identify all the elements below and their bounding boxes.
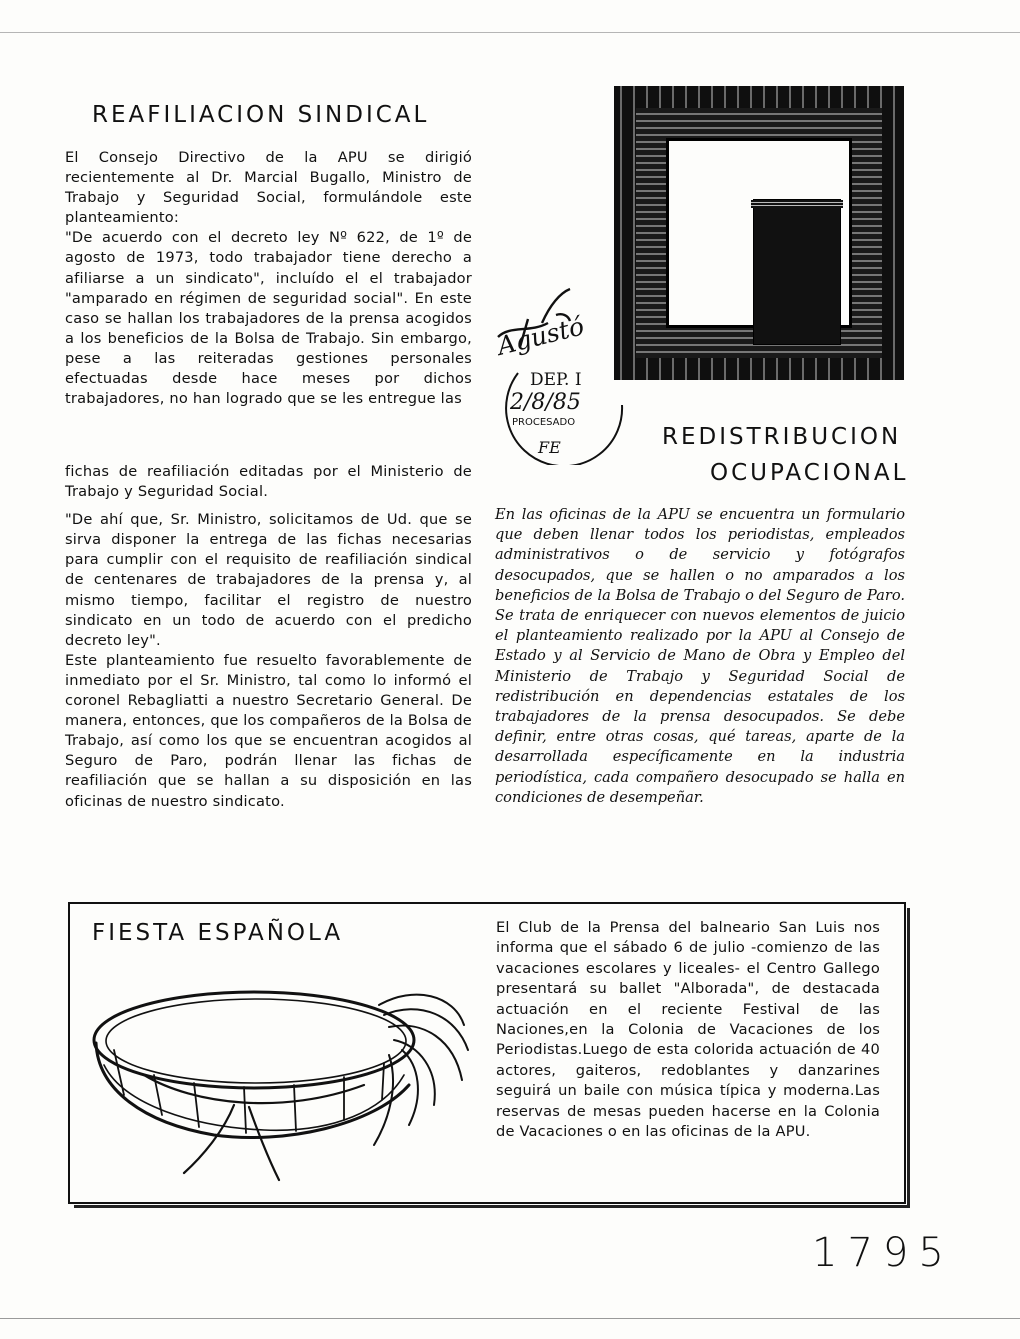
handwritten-note: Agustó	[494, 311, 587, 361]
reafiliacion-quote2: "De ahí que, Sr. Ministro, solicitamos de Ud. que se sirva disponer la entrega de las fichas necesarias para cumplir con el requisito de reafiliación sindical de centenares de trabajadores de la prensa y, al mismo tiempo, facilitar el registro de nuestro sindicato en un todo de acuerdo con el predicho decreto ley".	[65, 511, 472, 649]
reafiliacion-para2: Este planteamiento fue resuelto favorablemente de inmediato por el Sr. Ministro, tal como lo informó el coronel Rebagliatti a nuestro Secretario General. De manera, entonces, que los compañeros de la Bolsa de Trabajo, así como los que se encuentran acogidos al Seguro de Paro, podrán llenar las fichas de reafiliación que se hallan a su disposición en las oficinas de nuestro sindicato.	[65, 651, 472, 810]
archive-stamp	[490, 285, 640, 465]
reafiliacion-quote1-cont: fichas de reafiliación editadas por el Ministerio de Trabajo y Seguridad Social.	[65, 463, 472, 501]
page-number: 1795	[812, 1230, 954, 1276]
reafiliacion-para1: El Consejo Directivo de la APU se dirigió recientemente al Dr. Marcial Bugallo, Ministro de Trabajo y Seguridad Social, formulándole este planteamiento:	[65, 149, 472, 227]
ornamental-frame-illustration	[614, 86, 904, 380]
book-icon	[753, 199, 841, 345]
stamp-procesado: PROCESADO	[512, 417, 576, 428]
stamp-date: 2/8/85	[510, 390, 581, 415]
redistribucion-title-line1: REDISTRIBUCION	[662, 424, 902, 450]
tambourine-icon	[84, 955, 484, 1190]
reafiliacion-quote1: "De acuerdo con el decreto ley Nº 622, de 1º de agosto de 1973, todo trabajador tiene derecho a afiliarse a un sindicato", incluído el el trabajador "amparado en régimen de seguridad social". En este caso se hallan los trabajadores de la prensa acogidos a los beneficios de la Bolsa de Trabajo. Sin embargo, pese a las reiteradas gestiones personales efectuadas desde hace meses por dichos trabajadores, no han logrado que se les entregue las	[65, 229, 472, 408]
stamp-initials: FE	[538, 438, 561, 457]
reafiliacion-title: REAFILIACION SINDICAL	[92, 102, 430, 128]
fiesta-title: FIESTA ESPAÑOLA	[92, 920, 344, 946]
redistribucion-body: En las oficinas de la APU se encuentra un formulario que deben llenar todos los periodistas, empleados administrativos o de servicio y fotógrafos desocupados, que se hallen o no amparados a los beneficios de la Bolsa de Trabajo o del Seguro de Paro. Se trata de enriquecer con nuevos elementos de juicio el planteamiento realizado por la APU al Consejo de Estado y al Servicio de Mano de Obra y Empleo del Ministerio de Trabajo y Seguridad Social de redistribución en dependencias estatales de los trabajadores de la prensa desocupados. Se debe definir, entre otras cosas, qué tareas, aparte de la desarrollada específicamente en la industria periodística, cada compañero desocupado se halla en condiciones de desempeñar.	[495, 506, 905, 806]
fiesta-body: El Club de la Prensa del balneario San Luis nos informa que el sábado 6 de julio -comienzo de las vacaciones escolares y liceales- el Centro Gallego presentará su ballet "Alborada", de destacada actuación en el reciente Festival de las Naciones,en la Colonia de Vacaciones de los Periodistas.Luego de esta colorida actuación de 40 actores, gaiteros, redoblantes y danzarines seguirá un baile con música típica y moderna.Las reservas de mesas pueden hacerse en la Colonia de Vacaciones o en las oficinas de la APU.	[496, 919, 880, 1141]
scan-line-bottom	[0, 1318, 1020, 1319]
stamp-dep: DEP. I	[530, 370, 582, 390]
redistribucion-title-line2: OCUPACIONAL	[710, 460, 909, 486]
reafiliacion-column-bottom	[65, 462, 472, 812]
reafiliacion-column-top	[65, 148, 472, 409]
scan-line-top	[0, 32, 1020, 33]
frame-inner-panel	[666, 138, 852, 328]
